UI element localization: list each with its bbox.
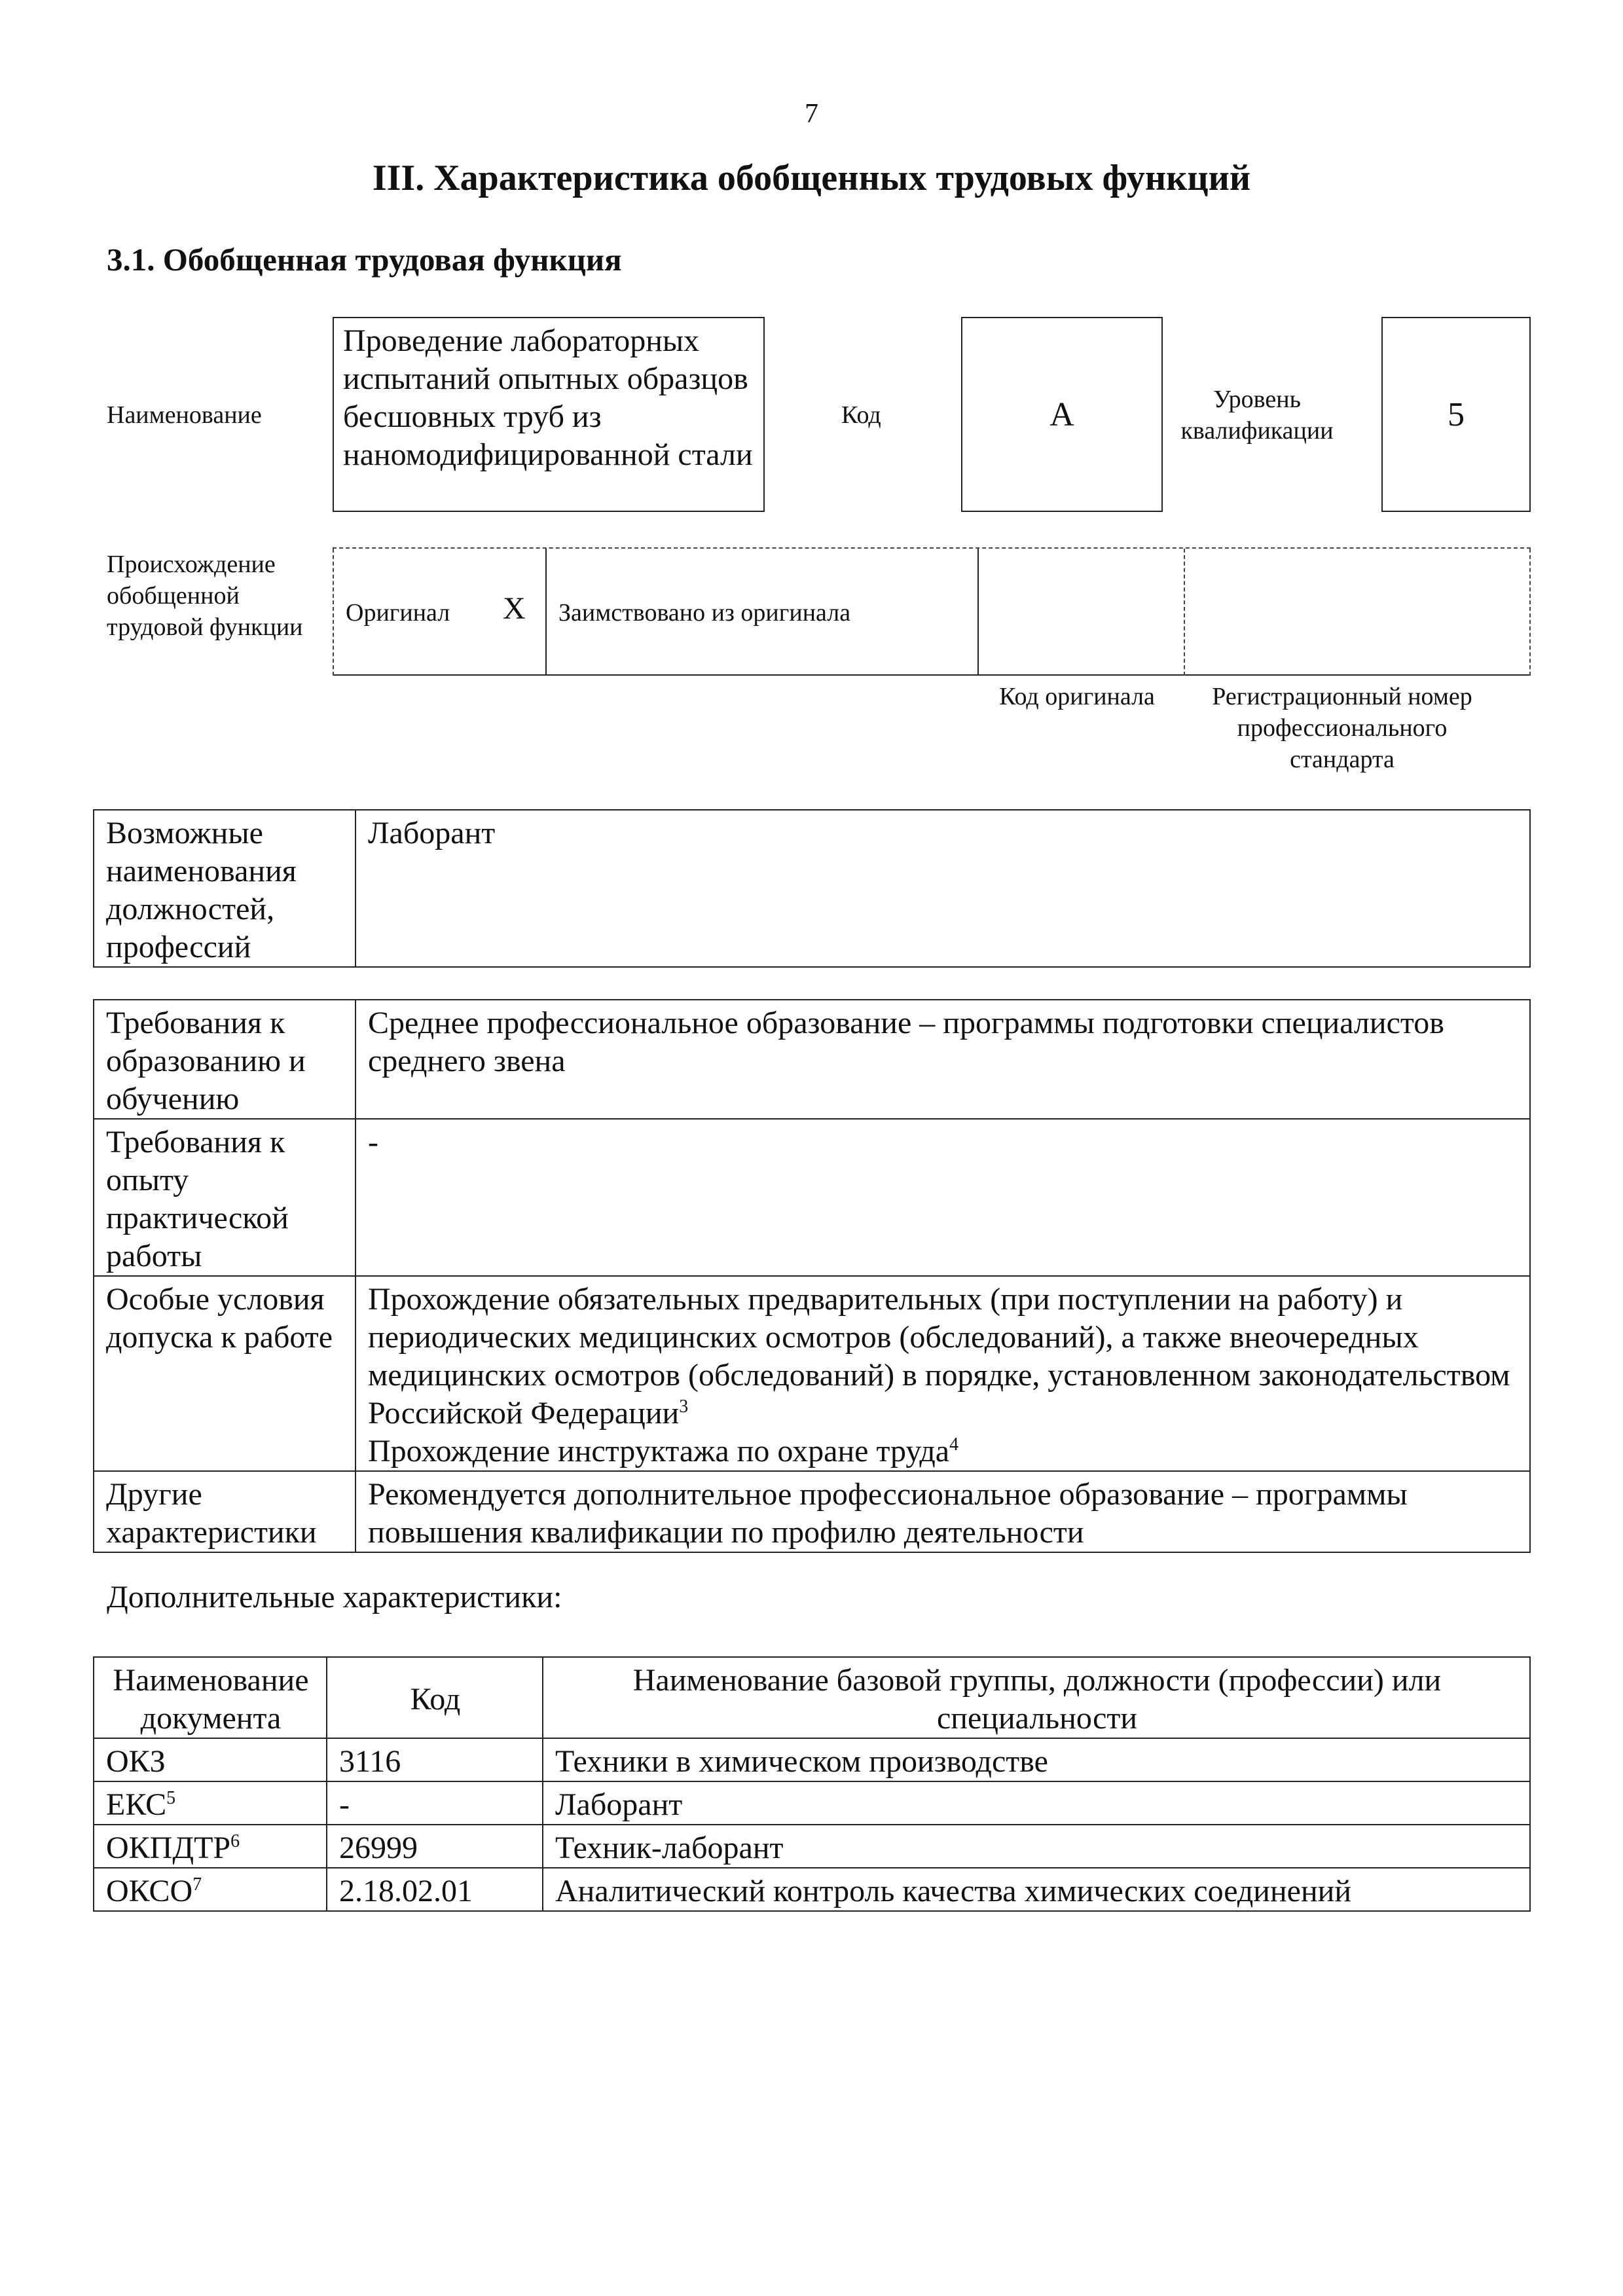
page-number: 7	[805, 99, 818, 129]
group-name-cell: Аналитический контроль качества химических соединений	[543, 1868, 1530, 1911]
additional-title: Дополнительные характеристики:	[107, 1580, 562, 1614]
origin-divider-code	[977, 549, 979, 676]
subsection-title: 3.1. Обобщенная трудовая функция	[107, 242, 622, 278]
function-name-value: Проведение лабораторных испытаний опытных образцов бесшовных труб из наномодифицированной стали	[343, 323, 753, 472]
req-admission-value	[356, 1276, 1530, 1471]
requirements-row	[94, 1119, 1530, 1276]
code-cell: 2.18.02.01	[327, 1868, 543, 1911]
code-original-caption: Код оригинала	[999, 683, 1155, 710]
code-label: Код	[841, 401, 881, 429]
footnote-4: 4	[949, 1434, 959, 1455]
origin-row	[333, 547, 1531, 676]
header-document: Наименование документа	[94, 1657, 327, 1738]
req-education-label: Требования к образованию и обучению	[94, 1000, 356, 1119]
table-row	[94, 1738, 1530, 1781]
positions-label: Возможные наименования должностей, профессий	[94, 810, 356, 967]
requirements-table	[93, 999, 1531, 1553]
footnote-7: 7	[192, 1874, 202, 1895]
table-row	[94, 1868, 1530, 1911]
doc-cell	[94, 1868, 327, 1911]
positions-table	[93, 809, 1531, 968]
group-name-cell: Лаборант	[543, 1781, 1530, 1825]
requirements-row	[94, 1276, 1530, 1471]
level-box	[1381, 317, 1531, 512]
footnote-3: 3	[679, 1396, 689, 1417]
doc-cell	[94, 1781, 327, 1825]
original-mark: X	[503, 591, 526, 626]
level-value: 5	[1448, 395, 1465, 433]
origin-divider-left	[333, 549, 335, 676]
function-name-box	[333, 317, 765, 512]
req-other-label: Другие характеристики	[94, 1471, 356, 1552]
req-other-value: Рекомендуется дополнительное профессиональное образование – программы повышения квалификации по профилю деятельности	[356, 1471, 1530, 1552]
group-name-cell: Техники в химическом производстве	[543, 1738, 1530, 1781]
code-cell: 26999	[327, 1825, 543, 1868]
doc-cell	[94, 1825, 327, 1868]
code-cell: -	[327, 1781, 543, 1825]
requirements-row	[94, 1471, 1530, 1552]
req-experience-value: -	[356, 1119, 1530, 1276]
borrowed-label: Заимствовано из оригинала	[558, 599, 851, 627]
section-title: III. Характеристика обобщенных трудовых функций	[372, 158, 1251, 198]
code-cell: 3116	[327, 1738, 543, 1781]
level-label: Уровень квалификации	[1180, 386, 1334, 445]
additional-table	[93, 1656, 1531, 1912]
group-name-cell: Техник-лаборант	[543, 1825, 1530, 1868]
doc-cell	[94, 1738, 327, 1781]
code-box	[961, 317, 1163, 512]
header-group-name: Наименование базовой группы, должности (профессии) или специальности	[543, 1657, 1530, 1738]
positions-row	[94, 810, 1530, 967]
footnote-6: 6	[230, 1831, 240, 1851]
reg-number-caption: Регистрационный номер профессионального стандарта	[1212, 683, 1472, 773]
additional-header-row	[94, 1657, 1530, 1738]
doc-name: ОКЗ	[106, 1744, 166, 1779]
header-code: Код	[327, 1657, 543, 1738]
origin-divider-reg	[1184, 549, 1185, 676]
code-value: A	[1049, 395, 1074, 433]
original-label: Оригинал	[346, 599, 450, 627]
req-admission-text-1: Прохождение обязательных предварительных (при поступлении на работу) и периодических медицинских осмотров (обследований), а также внеочередных медицинских осмотров (обследований) в порядке, установленном законодательством Российской Федерации	[368, 1282, 1510, 1430]
footnote-5: 5	[166, 1788, 176, 1808]
positions-value: Лаборант	[356, 810, 1530, 967]
doc-name: ОКСО	[106, 1874, 193, 1908]
req-experience-label: Требования к опыту практической работы	[94, 1119, 356, 1276]
name-label: Наименование	[107, 401, 262, 429]
origin-divider-mid	[545, 549, 547, 676]
requirements-row	[94, 1000, 1530, 1119]
req-admission-text-2: Прохождение инструктажа по охране труда	[368, 1434, 950, 1468]
table-row	[94, 1825, 1530, 1868]
req-education-value: Среднее профессиональное образование – программы подготовки специалистов среднего звена	[356, 1000, 1530, 1119]
table-row	[94, 1781, 1530, 1825]
doc-name: ЕКС	[106, 1787, 167, 1822]
origin-label: Происхождение обобщенной трудовой функции	[107, 551, 303, 641]
origin-divider-right	[1529, 549, 1531, 676]
doc-name: ОКПДТР	[106, 1831, 231, 1865]
req-admission-label: Особые условия допуска к работе	[94, 1276, 356, 1471]
